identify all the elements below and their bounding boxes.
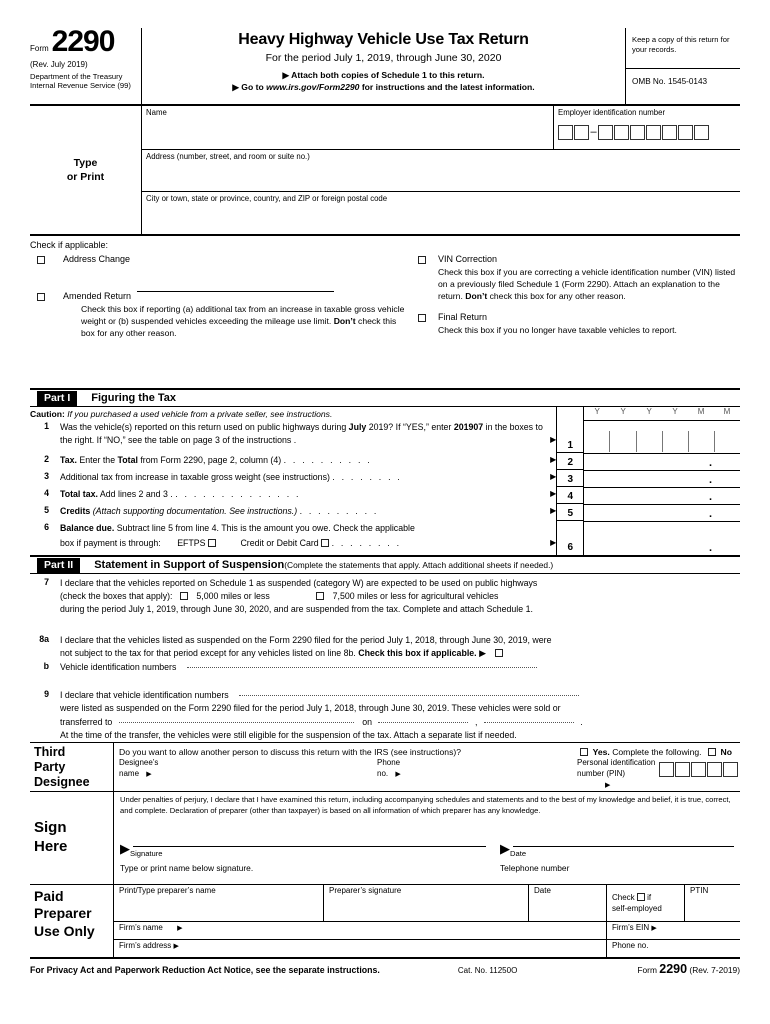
goto-url[interactable]: www.irs.gov/Form2290	[266, 82, 360, 92]
designee-phone-l1: Phone	[377, 758, 401, 768]
form-header	[30, 25, 740, 106]
name-label: Name	[146, 108, 167, 117]
ein-box[interactable]	[678, 125, 693, 140]
dept-line-2: Internal Revenue Service (99)	[30, 80, 131, 90]
amended-return-input[interactable]	[137, 291, 334, 292]
line-1-date-input[interactable]	[584, 421, 740, 454]
line-6-leaders: . . . . . . . .	[331, 537, 402, 548]
signature-field[interactable]	[120, 841, 500, 858]
line-1	[30, 421, 556, 454]
final-return-body: Check this box if you no longer have taxable vehicles to report.	[438, 324, 677, 335]
ein-box[interactable]	[614, 125, 629, 140]
address-change-row[interactable]	[30, 254, 405, 264]
third-party-question: Do you want to allow another person to discuss this return with the IRS (see instructions)?	[119, 746, 462, 757]
date-caption: Date	[510, 849, 527, 859]
form-period: For the period July 1, 2019, through June 30, 2020	[265, 52, 502, 64]
privacy-act-notice: For Privacy Act and Paperwork Reduction Act Notice, see the separate instructions.	[30, 964, 380, 975]
line-2-text-b: from Form 2290, page 2, column (4)	[137, 455, 282, 465]
sign-here-section	[30, 792, 740, 885]
amended-return-label: Amended Return	[63, 291, 132, 301]
ym-header-m1: M	[697, 407, 705, 416]
decimal-dot: .	[708, 491, 712, 503]
line-2-amount-input[interactable]	[584, 454, 740, 471]
preparer-name-field[interactable]	[114, 885, 324, 921]
line-2	[30, 454, 556, 471]
type-or-print-line2: or Print	[66, 171, 105, 183]
ein-box[interactable]	[694, 125, 709, 140]
line-4-bold: Total tax.	[60, 489, 98, 499]
signature-date-field[interactable]	[500, 841, 736, 858]
line-9-transferred-to-label: transferred to	[60, 716, 113, 727]
preparer-signature-label: Preparer’s signature	[329, 885, 402, 895]
eftps-checkbox[interactable]	[208, 539, 216, 547]
check-suffix: if	[647, 892, 652, 902]
line-9	[30, 689, 740, 742]
ym-header-y1: Y	[594, 407, 600, 416]
header-form-identity	[30, 25, 142, 104]
ein-field[interactable]	[554, 106, 740, 150]
vin-correction-checkbox[interactable]	[418, 256, 426, 264]
line-8a-number: 8a	[39, 633, 49, 644]
ptin-label: PTIN	[690, 885, 709, 895]
line-8a-arrow-icon: ▶	[479, 647, 486, 658]
line-1-number: 1	[44, 421, 49, 431]
line-9-vin-input[interactable]	[239, 695, 579, 696]
date-cell[interactable]	[636, 431, 662, 452]
paid-preparer-section	[30, 885, 740, 959]
line-9-l3	[60, 716, 740, 729]
pin-box[interactable]	[707, 762, 722, 777]
line-2-bold-tax: Tax.	[60, 455, 77, 465]
line-1-bold-july: July	[348, 422, 367, 432]
final-return-label: Final Return	[438, 311, 488, 322]
goto-prefix: ▶ Go to	[232, 82, 267, 92]
city-field[interactable]	[142, 192, 740, 234]
line-5-text	[60, 505, 556, 518]
line-6-number: 6	[44, 522, 49, 532]
date-cell[interactable]	[584, 431, 609, 452]
caution-text: If you purchased a used vehicle from a private seller, see instructions.	[64, 409, 333, 419]
sign-here-label	[30, 792, 114, 884]
designee-phone-l2: no.	[377, 769, 389, 779]
firm-address-field[interactable]	[114, 940, 607, 957]
third-party-no-label: No	[720, 746, 732, 757]
paid-preparer-label	[30, 885, 114, 957]
line-6-arrow-icon: ▶	[550, 537, 557, 547]
form-footer	[30, 959, 740, 976]
box-number-5: 5	[557, 504, 583, 521]
decimal-dot: .	[708, 542, 712, 554]
part-2-bar	[30, 555, 740, 574]
preparer-name-label: Print/Type preparer’s name	[119, 885, 216, 895]
firm-address-arrow-icon: ▶	[173, 942, 179, 950]
footer-form-rev: (Rev. 7-2019)	[689, 964, 740, 975]
line-5-arrow-icon: ▶	[550, 506, 557, 515]
line-3-leaders: . . . . . . . .	[332, 472, 403, 482]
line-7	[30, 577, 740, 617]
line-8a	[30, 634, 740, 660]
third-party-yes-label	[593, 747, 702, 757]
part-2-body	[30, 577, 740, 742]
print-name-instruction: Type or print name below signature.	[120, 863, 254, 874]
catalog-number: Cat. No. 11250O	[457, 965, 518, 975]
line-4-arrow-icon: ▶	[550, 489, 557, 498]
third-party-question-row	[114, 743, 740, 759]
line-4-amount-input[interactable]	[584, 488, 740, 505]
line-9-comma: ,	[474, 716, 478, 727]
amended-return-row[interactable]	[30, 291, 405, 301]
line-5-text-a: (Attach supporting documentation. See instructions.)	[90, 506, 298, 516]
firm-ein-arrow-icon: ▶	[651, 924, 657, 932]
pin-boxes[interactable]	[659, 762, 738, 777]
part-2-tag: Part II	[37, 558, 80, 573]
line-8b-number: b	[43, 660, 49, 671]
check-if-applicable-heading: Check if applicable:	[30, 240, 109, 250]
final-return-row[interactable]	[405, 312, 740, 322]
attach-note: ▶ Attach both copies of Schedule 1 to this return.	[282, 70, 485, 80]
signature-arrow-icon: ▶	[120, 841, 130, 857]
box-number-4: 4	[557, 487, 583, 504]
line-9-year-input[interactable]	[484, 722, 574, 723]
decimal-dot: .	[708, 508, 712, 520]
ym-headers	[584, 407, 740, 421]
decimal-dot: .	[708, 474, 712, 486]
box-number-6: 6	[567, 542, 574, 553]
line-4-leaders: . . . . . . . . . . . . . .	[175, 489, 301, 499]
line-2-leaders: . . . . . . . . . .	[283, 455, 372, 465]
amended-return-checkbox[interactable]	[37, 293, 45, 301]
type-or-print-label	[30, 106, 142, 234]
preparer-date-label: Date	[534, 885, 551, 895]
keep-copy-note: Keep a copy of this return for your records.	[626, 28, 740, 69]
designee-name-l2: name	[119, 769, 140, 779]
line-4-number: 4	[44, 488, 49, 498]
address-field[interactable]	[142, 150, 740, 192]
address-label: Address (number, street, and room or suite no.)	[146, 152, 310, 161]
line-2-bold-total: Total	[117, 455, 138, 465]
part-1-tag: Part I	[37, 391, 77, 406]
line-8a-l1: I declare that the vehicles listed as suspended on the Form 2290 filed for the period July 1, 2018, through June 30, 2019, were	[60, 634, 552, 645]
vin-correction-row[interactable]	[405, 254, 740, 264]
line-number-column	[557, 407, 584, 555]
third-party-designee-label	[30, 743, 114, 791]
line-6-text-a: Subtract line 5 from line 4. This is the amount you owe. Check the applicable	[114, 523, 415, 533]
vin-body-bold: Don’t	[465, 290, 488, 301]
name-field[interactable]	[142, 106, 554, 150]
part-2-title: Statement in Support of Suspension	[94, 559, 285, 571]
line-7-options	[60, 590, 740, 603]
final-return-checkbox[interactable]	[418, 314, 426, 322]
amended-body-post: check this box for any other reason.	[81, 315, 397, 338]
line-5-amount-input[interactable]	[584, 505, 740, 522]
preparer-date-field[interactable]	[529, 885, 607, 921]
date-cell[interactable]	[714, 431, 740, 452]
designee-name-l1: Designee’s	[119, 758, 159, 768]
designee-name-field[interactable]	[119, 758, 377, 790]
date-arrow-icon: ▶	[500, 841, 510, 857]
line-6-payment-prefix: box if payment is through:	[60, 537, 161, 548]
check-prefix: Check	[612, 892, 635, 902]
vin-correction-body	[438, 267, 740, 303]
ein-box[interactable]	[574, 125, 589, 140]
line-4-text-a: Add lines 2 and 3 .	[97, 489, 173, 499]
address-change-checkbox[interactable]	[37, 256, 45, 264]
line-2-text	[60, 454, 556, 467]
part-1-title: Figuring the Tax	[91, 392, 177, 404]
eftps-label: EFTPS	[177, 537, 206, 548]
line-9-l1	[60, 689, 740, 702]
pp-label-l2: Preparer	[34, 905, 92, 922]
part-2-subtitle: (Complete the statements that apply. Attach additional sheets if needed.)	[284, 560, 554, 570]
firm-address-label: Firm’s address	[119, 940, 172, 950]
firm-name-arrow-icon: ▶	[177, 924, 183, 932]
firm-ein-field[interactable]	[607, 922, 740, 939]
line-7-l3: during the period July 1, 2019, through June 30, 2020, and are suspended from the tax. Complete and attach Schedule 1.	[60, 604, 533, 615]
part-1-amount-column	[556, 407, 740, 555]
footer-form-label: Form	[637, 964, 657, 975]
line-9-period: .	[580, 716, 583, 727]
line-5-number: 5	[44, 505, 49, 515]
pin-box[interactable]	[691, 762, 706, 777]
vin-body-post: check this box for any other reason.	[487, 290, 626, 301]
line-7-number: 7	[44, 577, 49, 587]
date-cell[interactable]	[609, 431, 635, 452]
third-party-fields	[114, 758, 740, 790]
miles-7500-agricultural-checkbox[interactable]	[316, 592, 324, 600]
miles-5000-checkbox[interactable]	[180, 592, 188, 600]
line-2-arrow-icon: ▶	[550, 455, 557, 464]
firm-phone-label: Phone no.	[612, 940, 649, 950]
line-1-pre: Was the vehicle(s) reported on this return used on public highways during	[60, 422, 349, 432]
line-8a-l2-pre: not subject to the tax for that period except for any vehicles listed on line 8b.	[60, 647, 359, 658]
line-7-l2-pre: (check the boxes that apply):	[60, 591, 173, 602]
line-6-text	[60, 522, 556, 550]
header-omb-block	[625, 28, 740, 104]
ym-header-y3: Y	[646, 407, 652, 416]
line-4-text	[60, 488, 556, 501]
part-1-body	[30, 407, 740, 555]
line-3-text	[60, 471, 556, 484]
ein-box[interactable]	[598, 125, 613, 140]
pin-l2: number (PIN)	[577, 769, 626, 779]
line-7-l1: I declare that the vehicles reported on Schedule 1 as suspended (category W) are expected to be used on public highways	[60, 578, 538, 588]
goto-note	[146, 82, 621, 93]
line-9-l1-text: I declare that vehicle identification numbers	[60, 690, 229, 701]
ein-label: Employer identification number	[558, 108, 666, 117]
form-label: Form	[30, 43, 49, 53]
line-1-arrow-icon: ▶	[550, 434, 557, 444]
preparer-signature-field[interactable]	[324, 885, 529, 921]
pin-arrow-icon: ▶	[605, 782, 611, 790]
line-8a-l2-bold: Check this box if applicable.	[358, 647, 477, 658]
credit-debit-card-label: Credit or Debit Card	[240, 537, 319, 548]
firm-ein-label: Firm’s EIN	[612, 922, 650, 932]
part-1-bar	[30, 388, 740, 407]
line-5-leaders: . . . . . . . . .	[299, 506, 379, 516]
pp-label-l3: Use Only	[34, 922, 95, 939]
omb-number: OMB No. 1545-0143	[632, 77, 708, 86]
line-9-number: 9	[44, 689, 49, 700]
vin-correction-label: VIN Correction	[438, 254, 498, 264]
line-1-date-cells[interactable]	[584, 431, 740, 452]
line-1-bold-201907: 201907	[453, 422, 484, 432]
third-party-no-checkbox[interactable]	[708, 748, 716, 756]
line-5	[30, 505, 556, 522]
caution-note	[30, 407, 556, 421]
line-6	[30, 522, 556, 555]
line-9-text	[60, 689, 740, 742]
footer-form-number: 2290	[659, 961, 688, 976]
ym-header-m2: M	[723, 407, 731, 416]
line-2-number: 2	[44, 454, 49, 464]
line-8b-vin-input[interactable]	[187, 667, 537, 668]
line-5-bold: Credits	[60, 506, 91, 516]
line-8a-checkbox[interactable]	[495, 649, 503, 657]
city-label: City or town, state or province, country, and ZIP or foreign postal code	[146, 194, 388, 203]
line-4	[30, 488, 556, 505]
phone-arrow-icon: ▶	[395, 771, 401, 779]
line-9-date-input[interactable]	[378, 722, 468, 723]
form-body	[30, 25, 740, 976]
check-if-applicable-section	[30, 236, 740, 388]
form-number: 2290	[51, 25, 115, 58]
third-party-designee-section	[30, 742, 740, 792]
pin-box[interactable]	[675, 762, 690, 777]
ym-header-y2: Y	[620, 407, 626, 416]
ein-box[interactable]	[630, 125, 645, 140]
box-number-3: 3	[557, 470, 583, 487]
form-title: Heavy Highway Vehicle Use Tax Return	[238, 31, 529, 48]
line-9-on-label: on	[362, 716, 373, 727]
date-cell[interactable]	[688, 431, 714, 452]
box-number-2: 2	[557, 453, 583, 470]
line-9-transferee-input[interactable]	[119, 722, 354, 723]
firm-name-label: Firm’s name	[119, 922, 163, 932]
ein-box[interactable]	[662, 125, 677, 140]
pp-label-l1: Paid	[34, 887, 64, 904]
line-9-l4: At the time of the transfer, the vehicles were still eligible for the suspension of the tax. Attach a separate list if needed.	[60, 729, 517, 740]
ym-header-y4: Y	[672, 407, 678, 416]
line-7-text	[60, 577, 740, 617]
ein-dash: –	[590, 126, 597, 138]
pin-box[interactable]	[659, 762, 674, 777]
amended-body-bold: Don’t	[333, 315, 356, 326]
footer-form-identity	[637, 962, 740, 976]
date-cell[interactable]	[662, 431, 688, 452]
line-1-text	[60, 421, 556, 447]
line-6-amount-input[interactable]	[584, 522, 740, 555]
sign-label-l2: Here	[34, 837, 68, 855]
amount-column	[584, 407, 740, 555]
line-3	[30, 471, 556, 488]
perjury-statement: Under penalties of perjury, I declare that I have examined this return, including accompanying schedules and statements and to the best of my knowledge and belief, it is true, correct, and complete. Declaration of preparer (other than taxpayer) is based on all information of which preparer has any knowledge.	[120, 794, 731, 815]
ptin-field[interactable]	[685, 885, 740, 921]
credit-debit-card-checkbox[interactable]	[321, 539, 329, 547]
line-3-text-a: Additional tax from increase in taxable gross weight (see instructions)	[60, 472, 330, 482]
ein-box[interactable]	[646, 125, 661, 140]
caution-label: Caution:	[30, 409, 65, 419]
firm-name-field[interactable]	[114, 922, 607, 939]
firm-phone-field[interactable]	[607, 940, 740, 957]
decimal-dot: .	[708, 457, 712, 469]
designee-phone-field[interactable]	[377, 758, 577, 790]
self-employed-checkbox[interactable]	[637, 893, 645, 901]
vin-body-pre: Check this box if you are correcting a vehicle identification number (VIN) listed on a previously filed Schedule 1 (Form 2290). Attach an explanation to the return.	[438, 267, 736, 301]
line-9-l2: were listed as suspended on the Form 2290 filed for the period July 1, 2018, through June 30, 2019. These vehicles were sold or	[60, 703, 561, 714]
amended-return-body	[81, 304, 405, 340]
line-1-mid: 2019? If “YES,” enter	[366, 422, 454, 432]
line-8a-text	[60, 634, 740, 660]
tp-label-l2: Party	[34, 760, 66, 775]
pin-l1: Personal identification	[577, 758, 656, 768]
tp-label-l1: Third	[34, 744, 66, 759]
self-employed-label: self-employed	[612, 904, 662, 914]
dept-line-1: Department of the Treasury	[30, 71, 123, 81]
entity-block	[30, 106, 740, 236]
line-8a-l2	[60, 647, 740, 660]
goto-suffix: for instructions and the latest information.	[359, 82, 535, 92]
line-6-bold: Balance due.	[60, 523, 115, 533]
ym-header-spacer	[557, 407, 583, 420]
address-change-label: Address Change	[63, 254, 131, 264]
third-party-yes-bold: Yes.	[592, 746, 610, 757]
sign-label-l1: Sign	[34, 819, 67, 837]
miles-5000-label: 5,000 miles or less	[196, 591, 270, 602]
tp-label-l3: Designee	[34, 775, 90, 790]
ein-box[interactable]	[558, 125, 573, 140]
line-3-arrow-icon: ▶	[550, 472, 557, 481]
line-8b	[30, 661, 740, 674]
line-8b-text	[60, 661, 740, 674]
line-3-amount-input[interactable]	[584, 471, 740, 488]
self-employed-field[interactable]	[607, 885, 685, 921]
line-2-text-a: Enter the	[76, 455, 118, 465]
miles-7500-agricultural-label: 7,500 miles or less for agricultural vehicles	[332, 591, 499, 602]
type-or-print-line1: Type	[73, 156, 98, 169]
form-revision: (Rev. July 2019)	[30, 59, 88, 69]
third-party-yes-checkbox[interactable]	[580, 748, 588, 756]
box-number-1: 1	[557, 420, 583, 453]
amended-body-pre: Check this box if reporting (a) additional tax from an increase in taxable gross vehicle weight or (b) suspended vehicles exceeding the mileage use limit.	[81, 304, 405, 326]
header-title-block	[142, 28, 625, 104]
part-1-lines	[30, 407, 556, 555]
line-1-post: in the boxes to the right. If “NO,” see the table on page 3 of the instructions .	[60, 422, 543, 445]
third-party-yes-rest: Complete the following.	[609, 746, 702, 757]
signature-caption: Signature	[130, 849, 163, 859]
designee-arrow-icon: ▶	[146, 771, 152, 779]
telephone-number-label: Telephone number	[500, 863, 570, 874]
pin-box[interactable]	[723, 762, 738, 777]
line-3-number: 3	[44, 471, 49, 481]
designee-pin-field[interactable]	[577, 758, 740, 790]
line-8b-label: Vehicle identification numbers	[60, 661, 177, 672]
ein-boxes[interactable]	[558, 125, 736, 140]
